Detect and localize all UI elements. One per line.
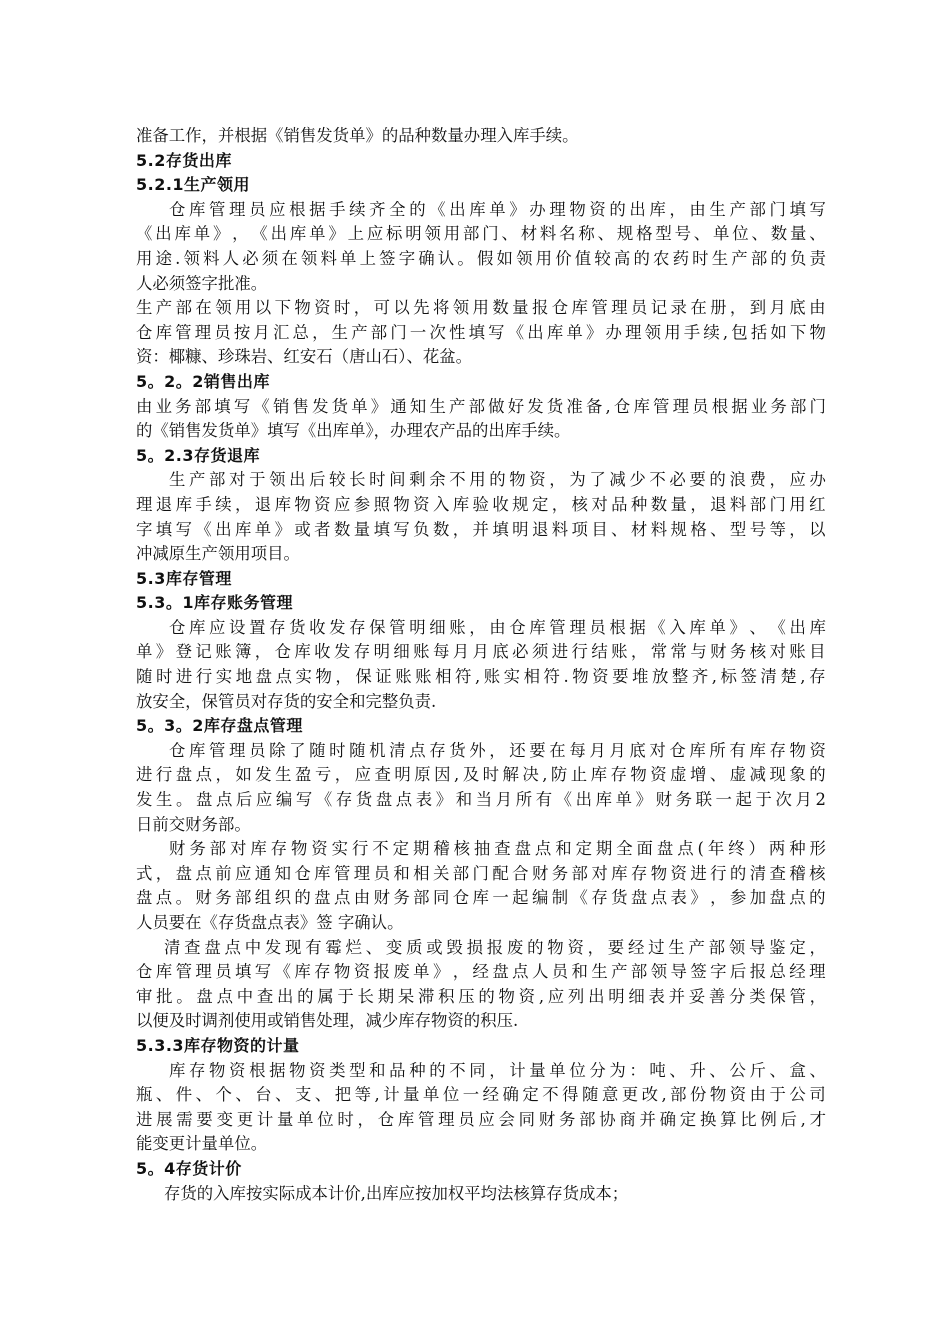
paragraph-line: 仓 库 应 设 置 存 货 收 发 存 保 管 明 细 账 ， 由 仓 库 管 理 员 根 据 《 入 库 单 》 、 《 出 库	[169, 617, 826, 637]
paragraph-line: 冲减原生产领用项目。	[136, 544, 300, 564]
paragraph-line: 日前交财务部。	[136, 814, 251, 834]
paragraph-line: 人员要在《存货盘点表》签 字确认。	[136, 913, 404, 932]
paragraph-line: 存货的入库按实际成本计价,出库应按加权平均法核算存货成本；	[164, 1183, 629, 1203]
paragraph-line: 仓 库 管 理 员 除 了 随 时 随 机 清 点 存 货 外 ， 还 要 在 每 月 月 底 对 仓 库 所 有 库 存 物 资	[169, 740, 826, 760]
paragraph-line: 仓 库 管 理 员 应 根 据 手 续 齐 全 的 《 出 库 单 》 办 理 物 资 的 出 库 ， 由 生 产 部 门 填 写	[169, 199, 826, 219]
paragraph-line: 理 退 库 手 续 ， 退 库 物 资 应 参 照 物 资 入 库 验 收 规 定 ， 核 对 品 种 数 量 ， 退 料 部 门 用 红	[136, 494, 826, 514]
paragraph-line: 进 行 盘 点 ， 如 发 生 盈 亏 ， 应 查 明 原 因 , 及 时 解 决 , 防 止 库 存 物 资 虚 增 、 虚 减 现 象 的	[136, 765, 826, 785]
paragraph-line: 进 展 需 要 变 更 计 量 单 位 时 ， 仓 库 管 理 员 应 会 同 财 务 部 协 商 并 确 定 换 算 比 例 后 , 才	[136, 1109, 826, 1129]
paragraph-line: 《 出 库 单 》 ， 《 出 库 单 》 上 应 标 明 领 用 部 门 、 材 料 名 称 、 规 格 型 号 、 单 位 、 数 量 、	[136, 224, 826, 244]
paragraph-line: 财 务 部 对 库 存 物 资 实 行 不 定 期 稽 核 抽 查 盘 点 和 定 期 全 面 盘 点 ( 年 终 ） 两 种 形	[169, 839, 826, 859]
paragraph-line: 审 批 。 盘 点 中 查 出 的 属 于 长 期 呆 滞 积 压 的 物 资 , 应 列 出 明 细 表 并 妥 善 分 类 保 管 ，	[136, 986, 826, 1006]
paragraph-line: 库 存 物 资 根 据 物 资 类 型 和 品 种 的 不 同 ， 计 量 单 位 分 为 ： 吨 、 升 、 公 斤 、 盒 、	[169, 1060, 826, 1080]
paragraph-line: 资：椰糠、珍珠岩、红安石（唐山石）、花盆。	[136, 347, 473, 367]
paragraph-line: 用 途 . 领 料 人 必 须 在 领 料 单 上 签 字 确 认 。 假 如 领 用 价 值 较 高 的 农 药 时 生 产 部 的 负 责	[136, 248, 826, 268]
paragraph-line: 放安全，保管员对存货的安全和完整负责.	[136, 691, 437, 711]
section-heading: 5.3.3库存物资的计量	[136, 1035, 300, 1055]
section-heading: 5.2.1生产领用	[136, 175, 251, 195]
section-heading: 5。4存货计价	[136, 1158, 242, 1178]
section-heading: 5.3。1库存账务管理	[136, 593, 293, 613]
document-body	[136, 124, 826, 1206]
paragraph-line: 生 产 部 对 于 领 出 后 较 长 时 间 剩 余 不 用 的 物 资 ， 为 了 减 少 不 必 要 的 浪 费 ， 应 办	[169, 470, 826, 490]
paragraph-line: 准备工作，并根据《销售发货单》的品种数量办理入库手续。	[136, 126, 579, 145]
paragraph-line: 仓 库 管 理 员 按 月 汇 总 ， 生 产 部 门 一 次 性 填 写 《 出 库 单 》 办 理 领 用 手 续 , 包 括 如 下 物	[136, 322, 826, 342]
section-heading: 5.3库存管理	[136, 568, 232, 588]
paragraph-line: 的《销售发货单》填写《出库单》，办理农产品的出库手续。	[136, 421, 571, 441]
paragraph-line: 盘 点 。 财 务 部 组 织 的 盘 点 由 财 务 部 同 仓 库 一 起 编 制 《 存 货 盘 点 表 》 ， 参 加 盘 点 的	[136, 888, 826, 908]
section-heading: 5。3。2库存盘点管理	[136, 716, 303, 736]
paragraph-line: 单 》 登 记 账 簿 ， 仓 库 收 发 存 明 细 账 每 月 月 底 必 须 进 行 结 账 ， 常 常 与 财 务 核 对 账 目	[136, 642, 826, 662]
paragraph-line: 发 生 。 盘 点 后 应 编 写 《 存 货 盘 点 表 》 和 当 月 所 有 《 出 库 单 》 财 务 联 一 起 于 次 月 2	[136, 790, 826, 810]
paragraph-line: 式 ， 盘 点 前 应 通 知 仓 库 管 理 员 和 相 关 部 门 配 合 财 务 部 对 库 存 物 资 进 行 的 清 查 稽 核	[136, 863, 826, 883]
paragraph-line: 生 产 部 在 领 用 以 下 物 资 时 ， 可 以 先 将 领 用 数 量 报 仓 库 管 理 员 记 录 在 册 ， 到 月 底 由	[136, 298, 826, 318]
paragraph-line: 仓 库 管 理 员 填 写 《 库 存 物 资 报 废 单 》 ， 经 盘 点 人 员 和 生 产 部 领 导 签 字 后 报 总 经 理	[136, 962, 826, 982]
paragraph-line: 以便及时调剂使用或销售处理，减少库存物资的积压.	[136, 1011, 519, 1031]
paragraph-line: 人必须签字批准。	[136, 273, 268, 293]
paragraph-line: 能变更计量单位。	[136, 1134, 268, 1154]
section-heading: 5。2。2销售出库	[136, 371, 270, 391]
paragraph-line: 瓶 、 件 、 个 、 台 、 支 、 把 等 , 计 量 单 位 一 经 确 定 不 得 随 意 更 改 , 部 份 物 资 由 于 公 司	[136, 1085, 826, 1105]
paragraph-line: 字 填 写 《 出 库 单 》 或 者 数 量 填 写 负 数 ， 并 填 明 退 料 项 目 、 材 料 规 格 、 型 号 等 ， 以	[136, 519, 826, 539]
paragraph-line: 由 业 务 部 填 写 《 销 售 发 货 单 》 通 知 生 产 部 做 好 发 货 准 备 , 仓 库 管 理 员 根 据 业 务 部 门	[136, 396, 826, 416]
section-heading: 5.2存货出库	[136, 150, 232, 170]
section-heading: 5。2.3存货退库	[136, 445, 260, 465]
paragraph-line: 随 时 进 行 实 地 盘 点 实 物 ， 保 证 账 账 相 符 , 账 实 相 符 . 物 资 要 堆 放 整 齐 , 标 签 清 楚 , 存	[136, 667, 826, 687]
paragraph-line: 清 查 盘 点 中 发 现 有 霉 烂 、 变 质 或 毁 损 报 废 的 物 资 ， 要 经 过 生 产 部 领 导 鉴 定 ，	[164, 937, 826, 957]
